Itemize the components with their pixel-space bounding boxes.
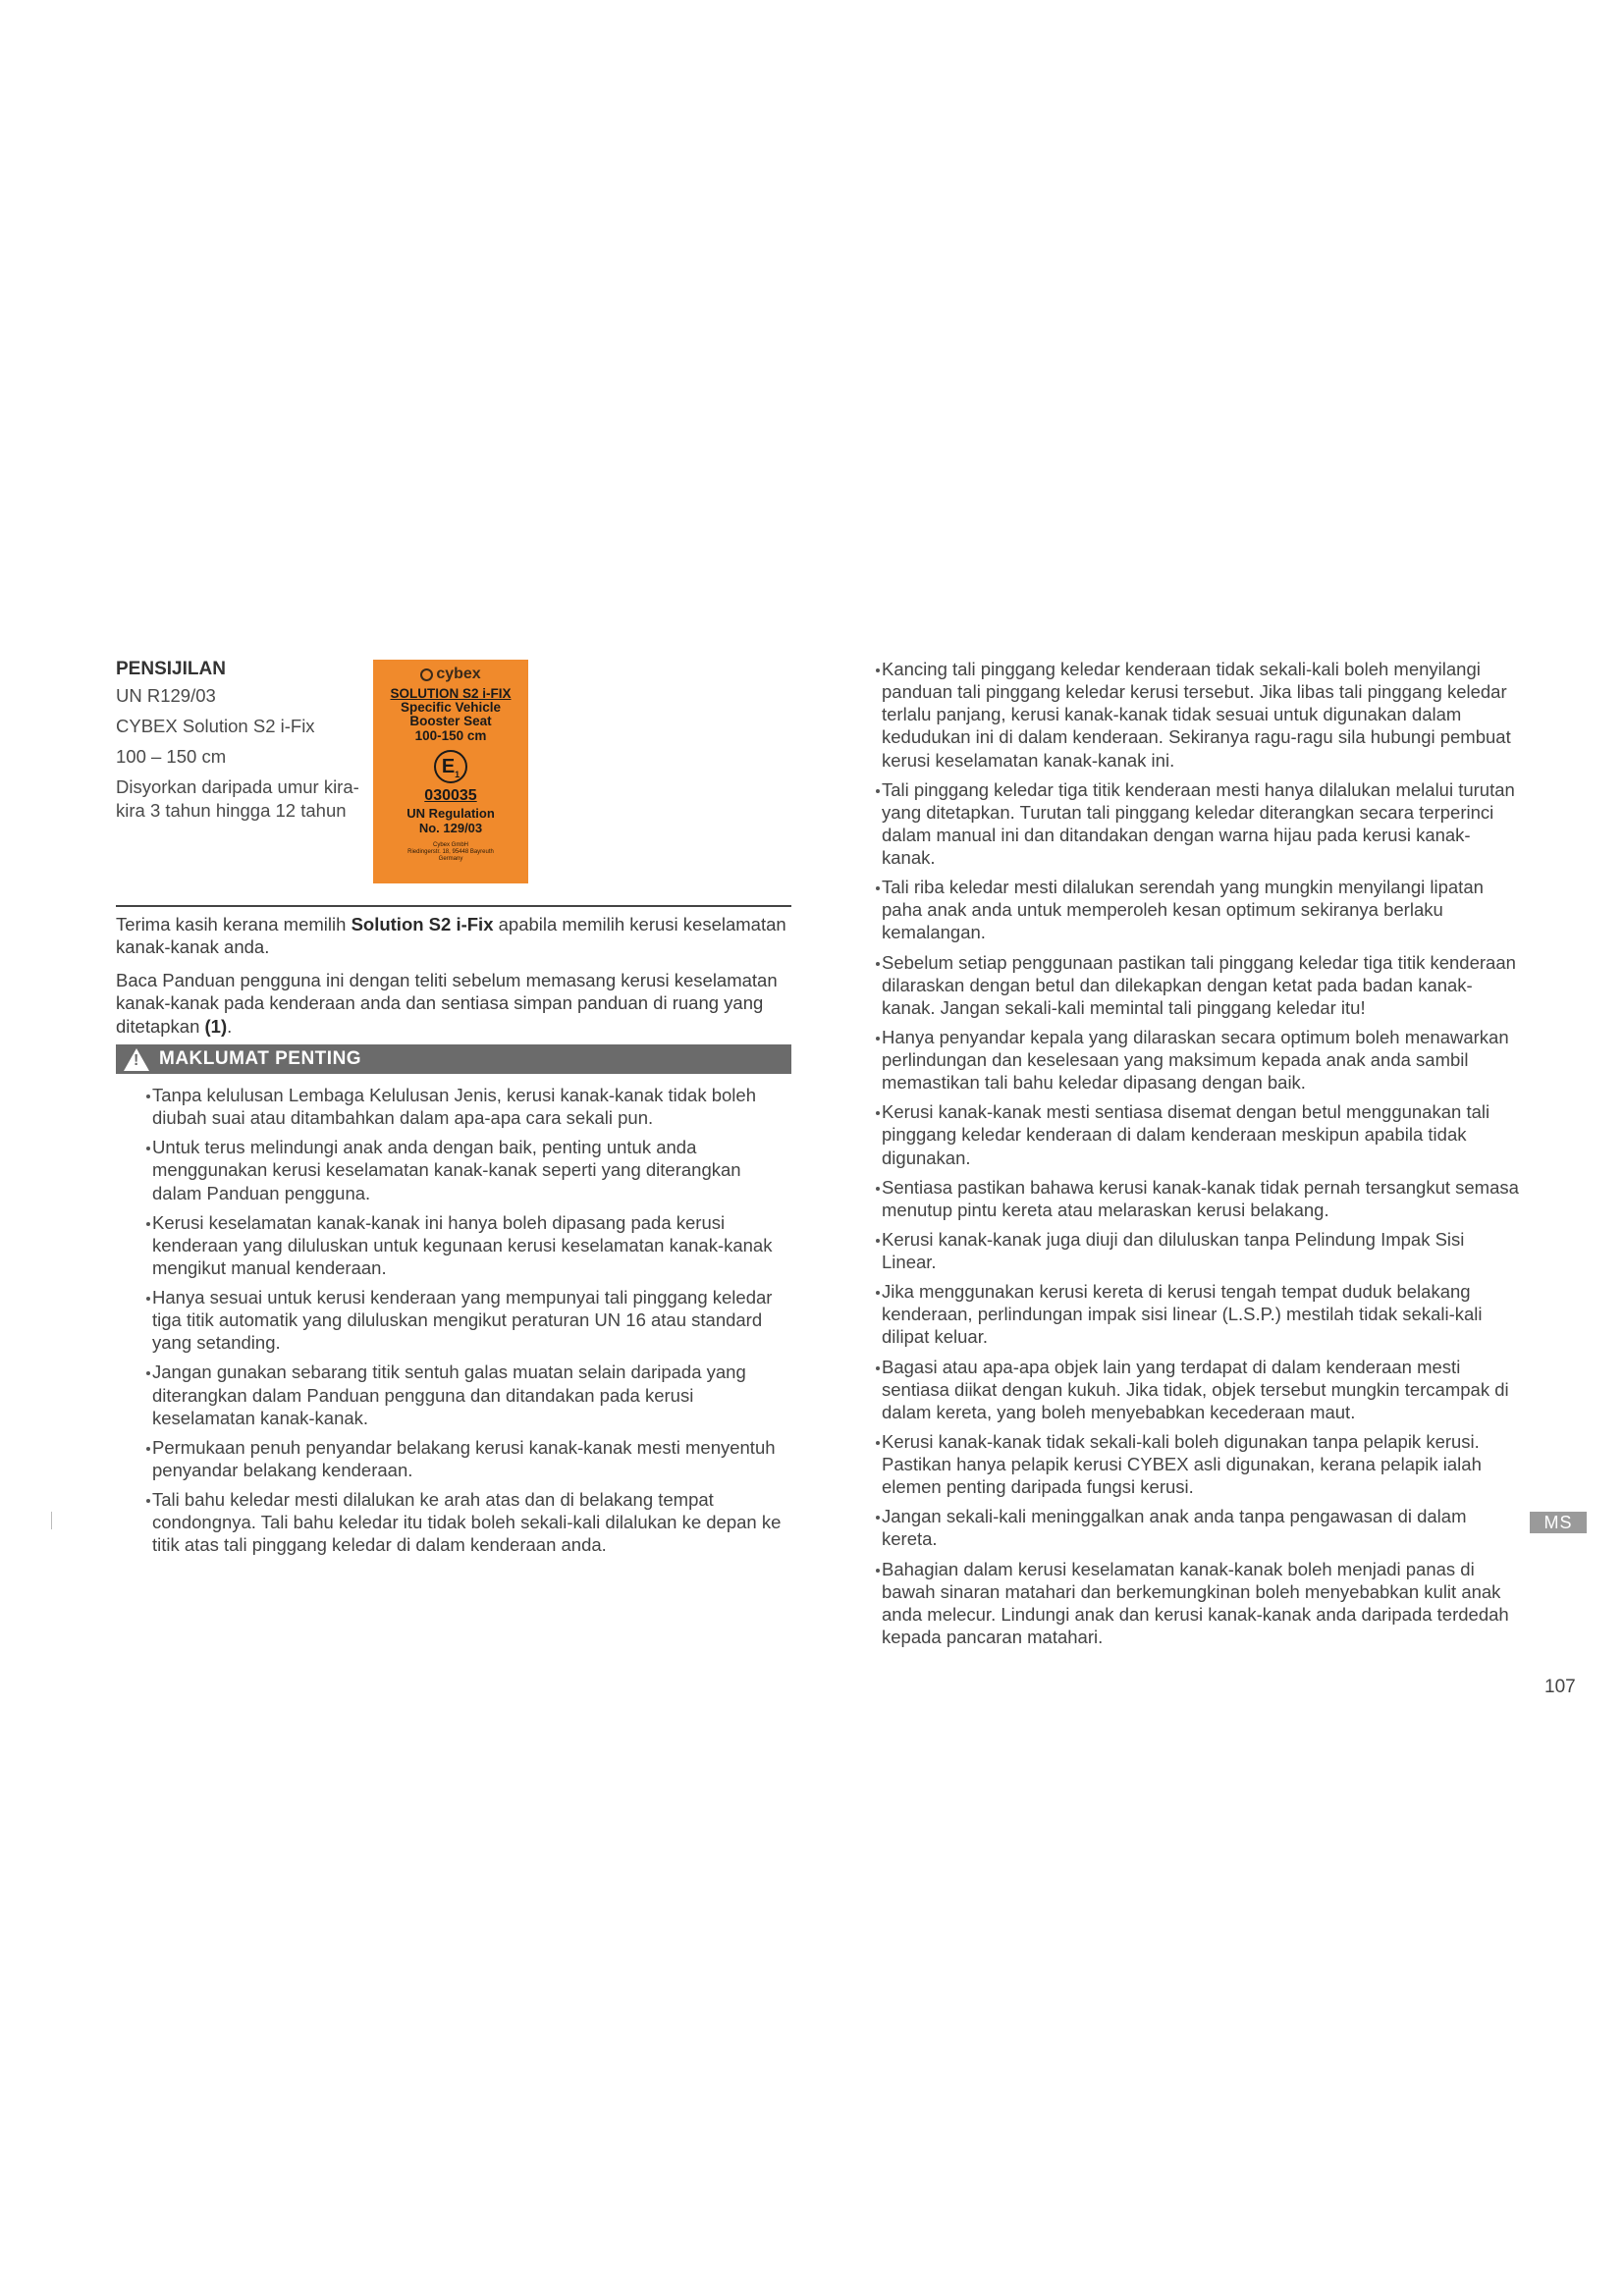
- warning-icon-glyph: !: [134, 1051, 139, 1069]
- label-size-range: 100-150 cm: [414, 727, 487, 743]
- intro-thanks-text-1: Terima kasih kerana memilih: [116, 914, 352, 934]
- list-item: Tali riba keledar mesti dilalukan serendah yang mungkin menyilangi lipatan paha anak anda untuk memperoleh kesan optimum sekiranya berlaku kemalangan.: [882, 876, 1520, 943]
- list-item: Kerusi keselamatan kanak-kanak ini hanya boleh dipasang pada kerusi kenderaan yang diluluskan untuk kegunaan kerusi keselamatan kanak-kanak mengikut manual kenderaan.: [152, 1211, 790, 1279]
- list-item: Bagasi atau apa-apa objek lain yang terdapat di dalam kenderaan mesti sentiasa diikat dengan kukuh. Jika tidak, objek tersebut mungkin tercampak di dalam kereta, yang boleh menyebabkan kecederaan maut.: [882, 1356, 1520, 1423]
- list-item: Bahagian dalam kerusi keselamatan kanak-kanak boleh menjadi panas di bawah sinaran matahari dan berkemungkinan boleh menyebabkan kulit anak anda melecur. Lindungi anak dan kerusi kanak-kanak anda daripada terdedah kepada pancaran matahari.: [882, 1558, 1520, 1649]
- label-brand: [373, 666, 528, 683]
- label-brand-text: cybex: [436, 666, 481, 682]
- important-info-banner: [116, 1044, 791, 1074]
- list-item: Tanpa kelulusan Lembaga Kelulusan Jenis, kerusi kanak-kanak tidak boleh diubah suai atau ditambahkan dalam apa-apa cara sekali pun.: [152, 1084, 790, 1129]
- list-item: Kerusi kanak-kanak juga diuji dan diluluskan tanpa Pelindung Impak Sisi Linear.: [882, 1228, 1520, 1273]
- intro-read-guide: [116, 969, 791, 1038]
- intro-read-text-1: Baca Panduan pengguna ini dengan teliti sebelum memasang kerusi keselamatan kanak-kanak pada kenderaan anda dan sentiasa simpan panduan di ruang yang ditetapkan: [116, 969, 778, 1037]
- e-mark-icon: [434, 750, 467, 783]
- list-item: Jika menggunakan kerusi kereta di kerusi tengah tempat duduk belakang kenderaan, perlindungan impak sisi linear (L.S.P.) mestilah tidak sekali-kali dilipat keluar.: [882, 1280, 1520, 1348]
- list-item: Kerusi kanak-kanak tidak sekali-kali boleh digunakan tanpa pelapik kerusi. Pastikan hanya pelapik kerusi CYBEX asli digunakan, kerana pelapik ialah elemen penting daripada fungsi kerusi.: [882, 1430, 1520, 1498]
- label-category-1: Specific Vehicle: [400, 700, 502, 716]
- certification-block: [116, 658, 361, 829]
- list-item: Kerusi kanak-kanak mesti sentiasa disemat dengan betul menggunakan tali pinggang keledar kenderaan di dalam kenderaan meskipun apabila tidak digunakan.: [882, 1100, 1520, 1168]
- list-item: Untuk terus melindungi anak anda dengan baik, penting untuk anda menggunakan kerusi keselamatan kanak-kanak seperti yang diterangkan dalam Panduan pengguna.: [152, 1136, 790, 1203]
- list-item: Sentiasa pastikan bahawa kerusi kanak-kanak tidak pernah tersangkut semasa menutup pintu kereta atau melaraskan kerusi belakang.: [882, 1176, 1519, 1220]
- important-list-left: [152, 1084, 790, 1563]
- certification-height-range: 100 – 150 cm: [116, 745, 227, 767]
- label-manufacturer: [373, 842, 528, 864]
- certification-age: Disyorkan daripada umur kira-kira 3 tahun hingga 12 tahun: [116, 775, 359, 821]
- list-item: Tali pinggang keledar tiga titik kenderaan mesti hanya dilalukan melalui turutan yang ditetapkan. Turutan tali pinggang keledar diterangkan secara terperinci dalam manual ini dan ditandakan dengan warna hijau pada kerusi kanak-kanak.: [882, 778, 1520, 870]
- label-manufacturer-line-3: Germany: [438, 855, 463, 862]
- label-model: [373, 687, 528, 743]
- list-item: Sebelum setiap penggunaan pastikan tali pinggang keledar tiga titik kenderaan dilaraskan dengan betul dan dilekapkan dengan ketat pada badan kanak-kanak. Jangan sekali-kali memintal tali pinggang keledar itu!: [882, 951, 1520, 1019]
- label-regulation-line-2: No. 129/03: [418, 820, 483, 835]
- label-manufacturer-line-2: Riedingerstr. 18, 95448 Bayreuth: [407, 848, 494, 855]
- intro-section: [116, 913, 791, 1047]
- label-approval-number: 030035: [424, 786, 477, 804]
- certification-standard: UN R129/03: [116, 684, 216, 706]
- list-item: Kancing tali pinggang keledar kenderaan tidak sekali-kali boleh menyilangi panduan tali pinggang keledar kerusi tersebut. Jika libas tali pinggang keledar terlalu panjang, kerusi kanak-kanak tidak sesuai untuk digunakan dalam kedudukan ini di dalam kenderaan. Sekiranya ragu-ragu sila hubungi pembuat kerusi keselamatan kanak-kanak ini.: [882, 658, 1520, 772]
- list-item: Hanya sesuai untuk kerusi kenderaan yang mempunyai tali pinggang keledar tiga titik automatik yang diluluskan mengikut peraturan UN 16 atau standard yang setanding.: [152, 1286, 790, 1354]
- language-badge: MS: [1530, 1512, 1587, 1533]
- label-manufacturer-line-1: Cybex GmbH: [432, 841, 468, 848]
- list-item: Jangan sekali-kali meninggalkan anak anda tanpa pengawasan di dalam kereta.: [882, 1505, 1520, 1550]
- page-number: 107: [1544, 1677, 1576, 1697]
- important-list-right: [882, 658, 1520, 1655]
- certification-heading: PENSIJILAN: [116, 659, 226, 679]
- margin-mark: [51, 1512, 52, 1529]
- warning-icon: [124, 1048, 149, 1071]
- cybex-logo-icon: [420, 668, 433, 681]
- list-item: Hanya penyandar kepala yang dilaraskan secara optimum boleh menawarkan perlindungan dan keselesaan yang maksimum kepada anak anda sambil memastikan tali bahu keledar dipasang dengan baik.: [882, 1026, 1520, 1094]
- certification-product: CYBEX Solution S2 i-Fix: [116, 715, 315, 736]
- intro-read-text-2: .: [227, 1015, 233, 1037]
- intro-thanks: [116, 913, 791, 959]
- list-item: Permukaan penuh penyandar belakang kerusi kanak-kanak mesti menyentuh penyandar belakang kenderaan.: [152, 1436, 790, 1481]
- e-mark-letter: E: [441, 755, 456, 777]
- list-item: Tali bahu keledar mesti dilalukan ke arah atas dan di belakang tempat condongnya. Tali bahu keledar itu tidak boleh sekali-kali dilalukan ke depan ke titik atas tali pinggang keledar di dalam kenderaan anda.: [152, 1488, 790, 1556]
- label-model-name: SOLUTION S2 i-FIX: [390, 686, 512, 701]
- label-category-2: Booster Seat: [409, 714, 492, 729]
- e-mark-number: 1: [455, 769, 460, 779]
- label-regulation: [373, 807, 528, 836]
- approval-label: [373, 660, 528, 883]
- label-regulation-line-1: UN Regulation: [406, 805, 495, 821]
- intro-thanks-text-2: apabila memilih kerusi keselamatan kanak-kanak anda.: [116, 914, 786, 958]
- intro-product-name: Solution S2 i-Fix: [351, 914, 494, 934]
- important-info-heading: MAKLUMAT PENTING: [159, 1048, 362, 1069]
- intro-ref-number: (1): [204, 1015, 228, 1037]
- list-item: Jangan gunakan sebarang titik sentuh galas muatan selain daripada yang diterangkan dalam Panduan pengguna dan ditandakan pada kerusi keselamatan kanak-kanak.: [152, 1361, 790, 1428]
- section-divider: [116, 905, 791, 907]
